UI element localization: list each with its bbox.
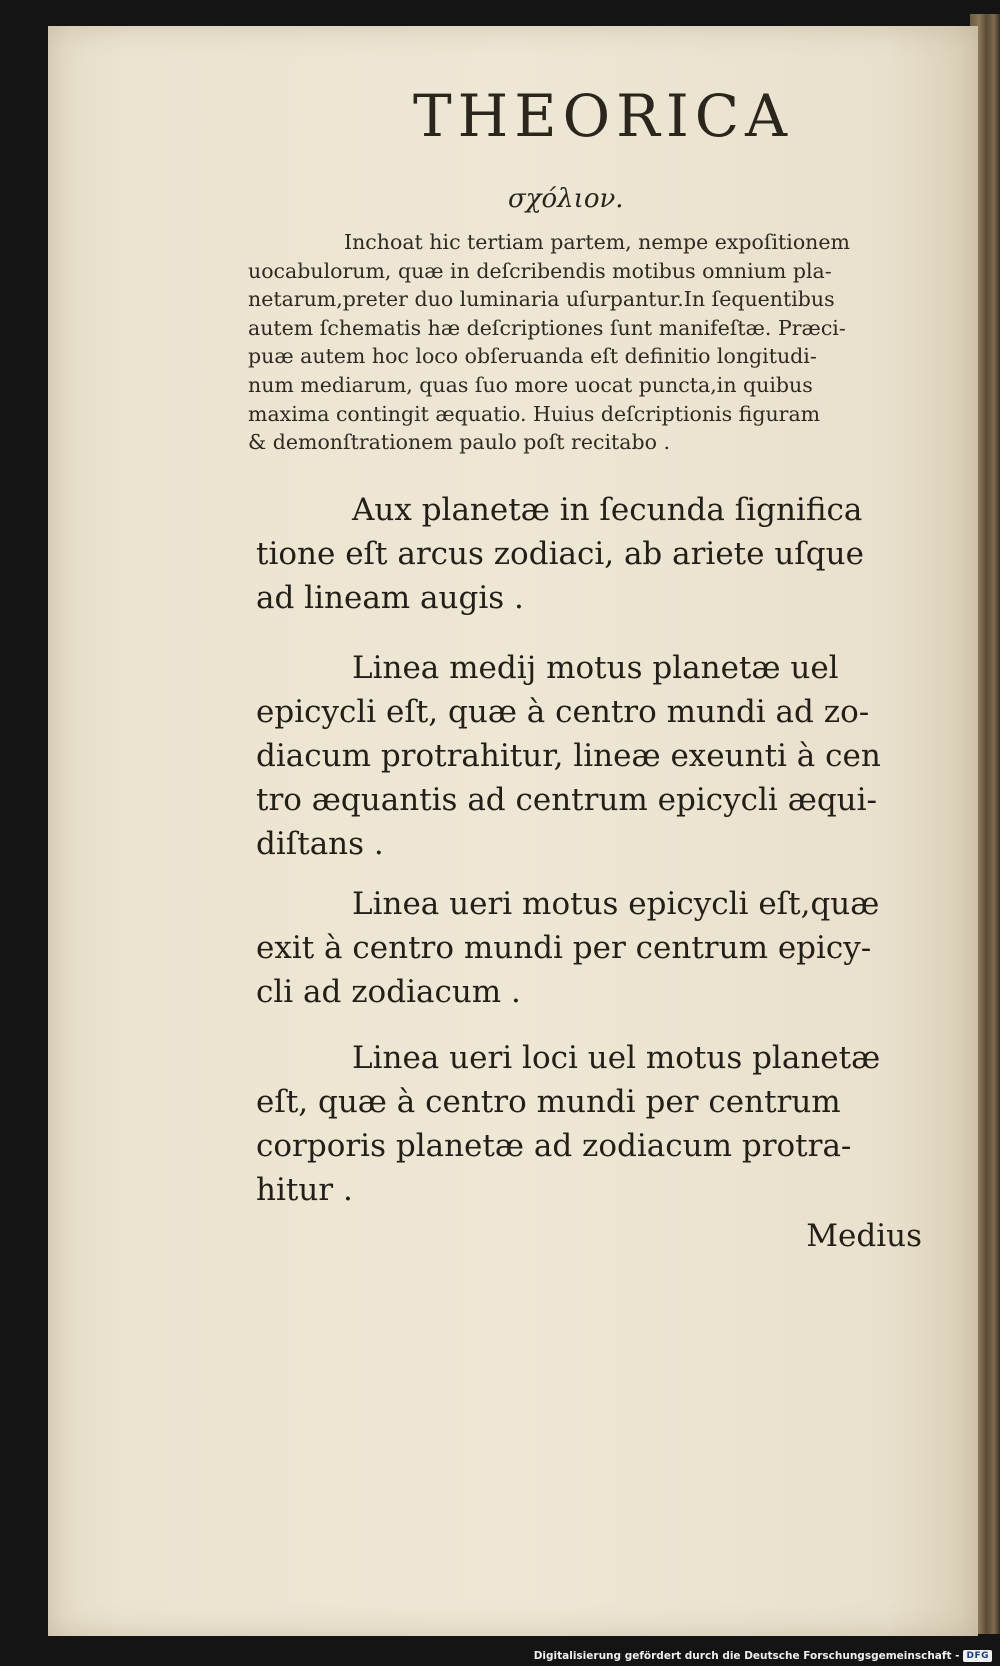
definition-line: cli ad zodiacum . [256,974,521,1010]
scholion-line: num mediarum, quas ſuo more uocat puncta,in quibus [248,372,813,397]
book-page [48,26,978,1636]
catchword: Medius [806,1218,922,1254]
scholion-line: & demonſtrationem paulo poſt recitabo . [248,430,670,455]
credit-text: Digitalisierung gefördert durch die Deutsche Forschungsgemeinschaft - [533,1650,960,1662]
dfg-logo-icon: DFG [963,1650,992,1662]
running-head: THEORICA [413,82,793,150]
scholion-line: maxima contingit æquatio. Huius deſcriptionis figuram [248,401,821,426]
definition-line: diacum protrahitur, lineæ exeunti à cen [256,738,881,774]
definition-aux [256,488,976,620]
definition-linea-veri-motus-epicycli [256,882,976,1014]
definition-line: tro æquantis ad centrum epicycli æqui- [256,782,878,818]
definition-line: Linea ueri loci uel motus planetæ [352,1040,881,1076]
definition-line: Aux planetæ in ſecunda ſignifica [352,492,863,528]
digitization-credit [534,1650,992,1662]
definition-line: hitur . [256,1172,353,1208]
scholion-line: autem ſchematis hæ deſcriptiones ſunt manifeſtæ. Præci- [248,315,846,340]
definition-line: diſtans . [256,826,384,862]
definition-line: epicycli eſt, quæ à centro mundi ad zo- [256,694,870,730]
definition-line: tione eſt arcus zodiaci, ab ariete uſque [256,536,864,572]
page-text [48,26,978,1636]
definition-line: corporis planetæ ad zodiacum protra- [256,1128,852,1164]
definition-line: ad lineam augis . [256,580,524,616]
scholion-heading: σχόλιον. [508,184,624,214]
scholion-paragraph [248,228,960,457]
definition-linea-medii-motus [256,646,976,866]
scholion-line: uocabulorum, quæ in deſcribendis motibus omnium pla- [248,258,832,283]
scholion-line: Inchoat hic tertiam partem, nempe expoſitionem [344,230,850,254]
scholion-line: puæ autem hoc loco obſeruanda eſt definitio longitudi- [248,344,817,369]
definition-line: exit à centro mundi per centrum epicy- [256,930,872,966]
definition-line: Linea medij motus planetæ uel [352,650,839,686]
definition-linea-veri-loci [256,1036,976,1212]
definition-line: eſt, quæ à centro mundi per centrum [256,1084,841,1120]
definition-line: Linea ueri motus epicycli eſt,quæ [352,886,880,922]
scholion-line: netarum,preter duo luminaria uſurpantur.In ſequentibus [248,287,835,312]
